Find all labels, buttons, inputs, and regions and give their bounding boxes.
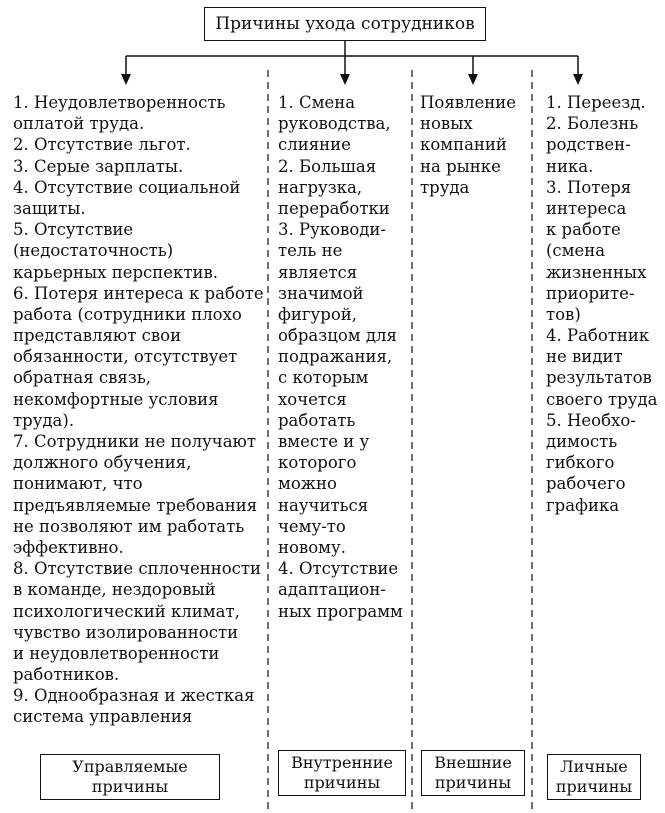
reason-text-line: психологический климат, (13, 601, 240, 621)
reason-text-line: димость (546, 432, 618, 451)
reason-text-line: 7. Сотрудники не получают (13, 432, 257, 451)
reason-text-line: приорите- (546, 283, 635, 303)
reason-text-line: своего труда (546, 389, 658, 409)
reason-text-line: тов) (546, 304, 581, 324)
reason-text-line: 8. Отсутствие сплоченности (13, 559, 262, 579)
reason-text-line: компаний (420, 135, 507, 155)
reason-text-line: 1. Переезд. (546, 93, 646, 112)
reason-text-line: с которым (278, 368, 369, 388)
external-reasons-list (420, 92, 516, 198)
reason-text-line: графика (546, 495, 620, 515)
title-box (204, 7, 486, 41)
reason-text-line: работа (сотрудники плохо (13, 304, 242, 324)
reason-text-line: обратная связь, (13, 368, 152, 388)
reason-text-line: фигурой, (278, 304, 358, 324)
reason-text-line: 5. Необхо- (546, 410, 636, 430)
category-box-personal (547, 754, 641, 800)
reason-text-line: адаптацион- (278, 580, 386, 600)
reason-text-line: новых (420, 114, 473, 134)
reason-text-line: подражания, (278, 347, 393, 367)
reason-text-line: чувство изолированности (13, 622, 239, 642)
reason-text-line: понимают, что (13, 474, 143, 494)
arrowhead-internal (340, 74, 350, 85)
reason-text-line: 2. Большая (278, 156, 377, 176)
reason-text-line: 3. Руководи- (278, 220, 386, 240)
reason-text-line: жизненных (546, 262, 647, 282)
reason-text-line: 5. Отсутствие (13, 220, 134, 240)
reason-text-line: чему-то (278, 516, 346, 536)
reason-text-line: 3. Потеря (546, 177, 632, 197)
reason-text-line: рабочего (546, 474, 626, 494)
reason-text-line: 2. Отсутствие льгот. (13, 135, 191, 155)
arrowhead-external (468, 74, 478, 85)
reason-text-line: нагрузка, (278, 177, 363, 197)
reason-text-line: 9. Однообразная и жесткая (13, 686, 255, 706)
reason-text-line: труда (420, 177, 470, 197)
reason-text-line: вместе и у (278, 432, 370, 451)
category-label-line-2: причины (91, 777, 169, 796)
reason-text-line: не видит (546, 347, 623, 367)
title-text: Причины ухода сотрудников (215, 14, 475, 34)
reason-text-line: образцом для (278, 326, 397, 346)
managed-reasons-list (13, 92, 264, 728)
reason-text-line: труда). (13, 410, 75, 430)
reason-text-line: в команде, нездоровый (13, 580, 216, 600)
reason-text-line: не позволяют им работать (13, 516, 245, 536)
reason-text-line: представляют свои (13, 326, 182, 346)
reason-text-line: 6. Потеря интереса к работе (13, 283, 264, 303)
category-label-line-2: причины (303, 773, 381, 792)
reason-text-line: значимой (278, 283, 364, 303)
reason-text-line: 1. Смена (278, 93, 356, 112)
reason-text-line: эффективно. (13, 537, 124, 557)
reason-text-line: родствен- (546, 135, 631, 155)
reason-text-line: интереса (546, 198, 627, 218)
reason-text-line: 4. Работник (546, 326, 650, 346)
reason-text-line: новому. (278, 537, 346, 557)
arrowhead-personal (573, 74, 583, 85)
category-label-line-1: Внутренние (291, 753, 393, 772)
reason-text-line: защиты. (13, 198, 86, 218)
reason-text-line: (смена (546, 241, 606, 261)
internal-reasons-list (278, 92, 403, 622)
reason-text-line: слияние (278, 135, 351, 155)
reason-text-line: обязанности, отсутствует (13, 347, 238, 367)
reason-text-line: 3. Серые зарплаты. (13, 156, 184, 176)
reason-text-line: хочется (278, 389, 347, 409)
reason-text-line: некомфортные условия (13, 389, 219, 409)
category-box-managed (40, 754, 220, 800)
arrowhead-managed (121, 74, 131, 85)
personal-reasons-list (546, 92, 657, 516)
category-box-internal (278, 750, 406, 796)
reason-text-line: предъявляемые требования (13, 495, 258, 515)
reason-text-line: к работе (546, 220, 621, 240)
reason-text-line: руководства, (278, 114, 391, 134)
reason-text-line: гибкого (546, 453, 615, 473)
reason-text-line: является (278, 262, 358, 282)
category-label-line-1: Личные (560, 757, 628, 776)
reason-text-line: должного обучения, (13, 453, 192, 473)
reason-text-line: ника. (546, 156, 594, 176)
reason-text-line: система управления (13, 707, 193, 727)
category-label-line-2: причины (434, 773, 512, 792)
category-label-line-2: причины (555, 777, 633, 796)
category-label-line-1: Управляемые (72, 757, 188, 776)
reason-text-line: 1. Неудовлетворенность (13, 93, 226, 112)
reason-text-line: результатов (546, 368, 652, 388)
reason-text-line: ных программ (278, 601, 403, 621)
category-label-line-1: Внешние (434, 753, 512, 772)
reason-text-line: и неудовлетворенности (13, 643, 220, 663)
reason-text-line: карьерных перспектив. (13, 262, 219, 282)
reason-text-line: 4. Отсутствие социальной (13, 177, 241, 197)
reason-text-line: тель не (278, 241, 343, 261)
category-box-external (421, 750, 525, 796)
reason-text-line: можно (278, 474, 337, 494)
reason-text-line: работать (278, 410, 356, 430)
reason-text-line: (недостаточность) (13, 241, 174, 261)
reason-text-line: 4. Отсутствие (278, 559, 399, 579)
reason-text-line: которого (278, 453, 357, 473)
reason-text-line: на рынке (420, 156, 501, 176)
reason-text-line: Появление (420, 93, 517, 112)
reason-text-line: оплатой труда. (13, 114, 145, 134)
reason-text-line: переработки (278, 198, 390, 218)
reason-text-line: 2. Болезнь (546, 114, 639, 134)
reason-text-line: работников. (13, 665, 120, 685)
reason-text-line: научиться (278, 495, 369, 515)
